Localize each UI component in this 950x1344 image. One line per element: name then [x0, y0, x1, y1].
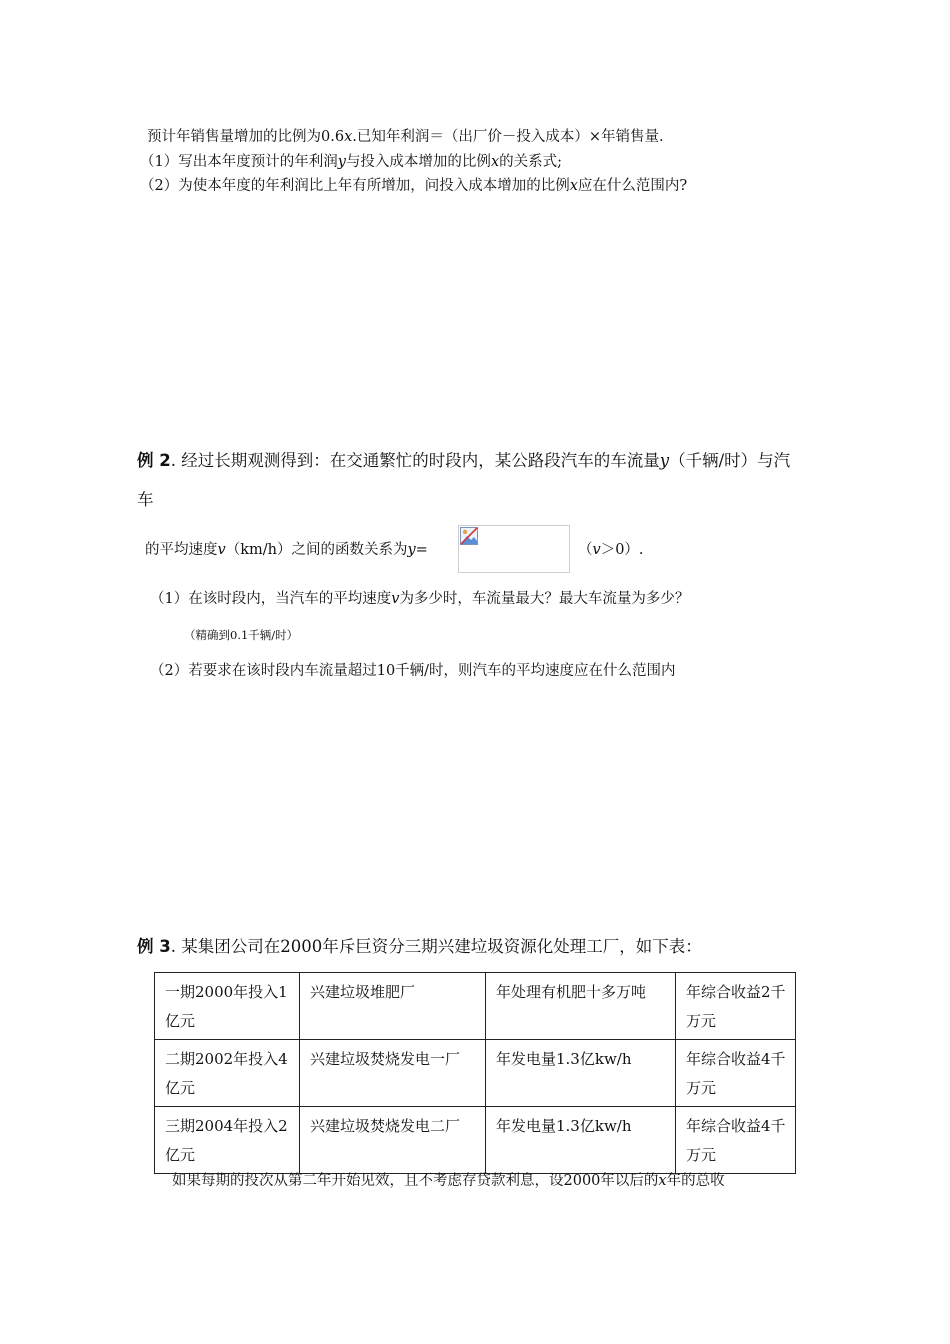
- table-cell: 一期2000年投入1亿元: [155, 973, 300, 1040]
- table-cell: 二期2002年投入4亿元: [155, 1040, 300, 1107]
- question-text: 与投入成本增加的比例: [345, 154, 491, 170]
- paragraph-text: 如果每期的投次从第二年开始见效，且不考虑存贷款利息，设2000年以后的: [172, 1173, 659, 1189]
- example-2-question-2: [150, 661, 676, 681]
- question-text: 应在什么范围内?: [577, 178, 688, 194]
- intro-line: [147, 127, 664, 147]
- example-3-heading: [137, 937, 702, 957]
- example-text: 车: [137, 490, 154, 509]
- intro-text: .已知年利润＝（出厂价－投入成本）×年销售量.: [352, 129, 664, 145]
- equals-sign: =: [415, 542, 428, 558]
- intro-question-2: [140, 176, 687, 196]
- variable-x: x: [569, 178, 578, 194]
- example-text: 的平均速度: [145, 542, 218, 558]
- example-2-wrap: [137, 490, 154, 510]
- variable-v: v: [592, 542, 601, 558]
- table-row: [155, 1040, 796, 1107]
- condition-text: ＞0）.: [600, 542, 644, 558]
- table-cell: 年发电量1.3亿kw/h: [486, 1040, 676, 1107]
- table-cell: 兴建垃圾焚烧发电一厂: [300, 1040, 486, 1107]
- example-label: 例 2: [137, 451, 171, 470]
- example-2-function-line: [145, 540, 428, 560]
- investment-table: [154, 972, 796, 1174]
- variable-v: v: [217, 542, 226, 558]
- variable-y: y: [337, 154, 346, 170]
- note-text: （精确到0.1千辆/时）: [184, 628, 299, 642]
- table-row: [155, 1107, 796, 1174]
- table-cell: 年综合收益4千万元: [676, 1107, 796, 1174]
- table-cell: 兴建垃圾焚烧发电二厂: [300, 1107, 486, 1174]
- question-text: （1）写出本年度预计的年利润: [140, 154, 338, 170]
- example-text: . 某集团公司在2000年斥巨资分三期兴建垃圾资源化处理工厂，如下表：: [170, 937, 702, 956]
- paragraph-text: 年的总收: [666, 1173, 725, 1189]
- intro-question-1: [140, 152, 562, 172]
- table-cell: 兴建垃圾堆肥厂: [300, 973, 486, 1040]
- broken-image-icon: [460, 527, 478, 545]
- example-2-heading: [137, 451, 790, 471]
- example-text: . 经过长期观测得到：在交通繁忙的时段内，某公路段汽车的车流量: [170, 451, 660, 470]
- example-text: （km/h）之间的函数关系为: [225, 542, 408, 558]
- table-cell: 年综合收益4千万元: [676, 1040, 796, 1107]
- variable-x: x: [344, 129, 353, 145]
- example-label: 例 3: [137, 937, 171, 956]
- example-2-condition: [578, 540, 644, 560]
- table-cell: 年发电量1.3亿kw/h: [486, 1107, 676, 1174]
- example-2-precision-note: [184, 625, 298, 645]
- question-text: 的关系式;: [499, 154, 563, 170]
- table-cell: 三期2004年投入2亿元: [155, 1107, 300, 1174]
- variable-y: y: [659, 451, 670, 470]
- table-cell: 年综合收益2千万元: [676, 973, 796, 1040]
- variable-x: x: [490, 154, 500, 170]
- question-text: 为多少时，车流量最大？最大车流量为多少？: [399, 591, 690, 607]
- example-text: （千辆/时）与汽: [669, 451, 791, 470]
- variable-x: x: [658, 1173, 667, 1189]
- example-3-footer: [172, 1171, 725, 1191]
- question-text: （1）在该时段内，当汽车的平均速度: [150, 591, 392, 607]
- variable-v: v: [391, 591, 400, 607]
- variable-y: y: [407, 542, 416, 558]
- example-2-question-1: [150, 589, 689, 609]
- table-row: [155, 973, 796, 1040]
- question-text: （2）为使本年度的年利润比上年有所增加，问投入成本增加的比例: [140, 178, 570, 194]
- formula-image-placeholder: [458, 525, 570, 573]
- intro-text: 预计年销售量增加的比例为0.6: [147, 129, 345, 145]
- question-text: （2）若要求在该时段内车流量超过10千辆/时，则汽车的平均速度应在什么范围内: [150, 663, 676, 679]
- table-cell: 年处理有机肥十多万吨: [486, 973, 676, 1040]
- condition-text: （: [578, 542, 593, 558]
